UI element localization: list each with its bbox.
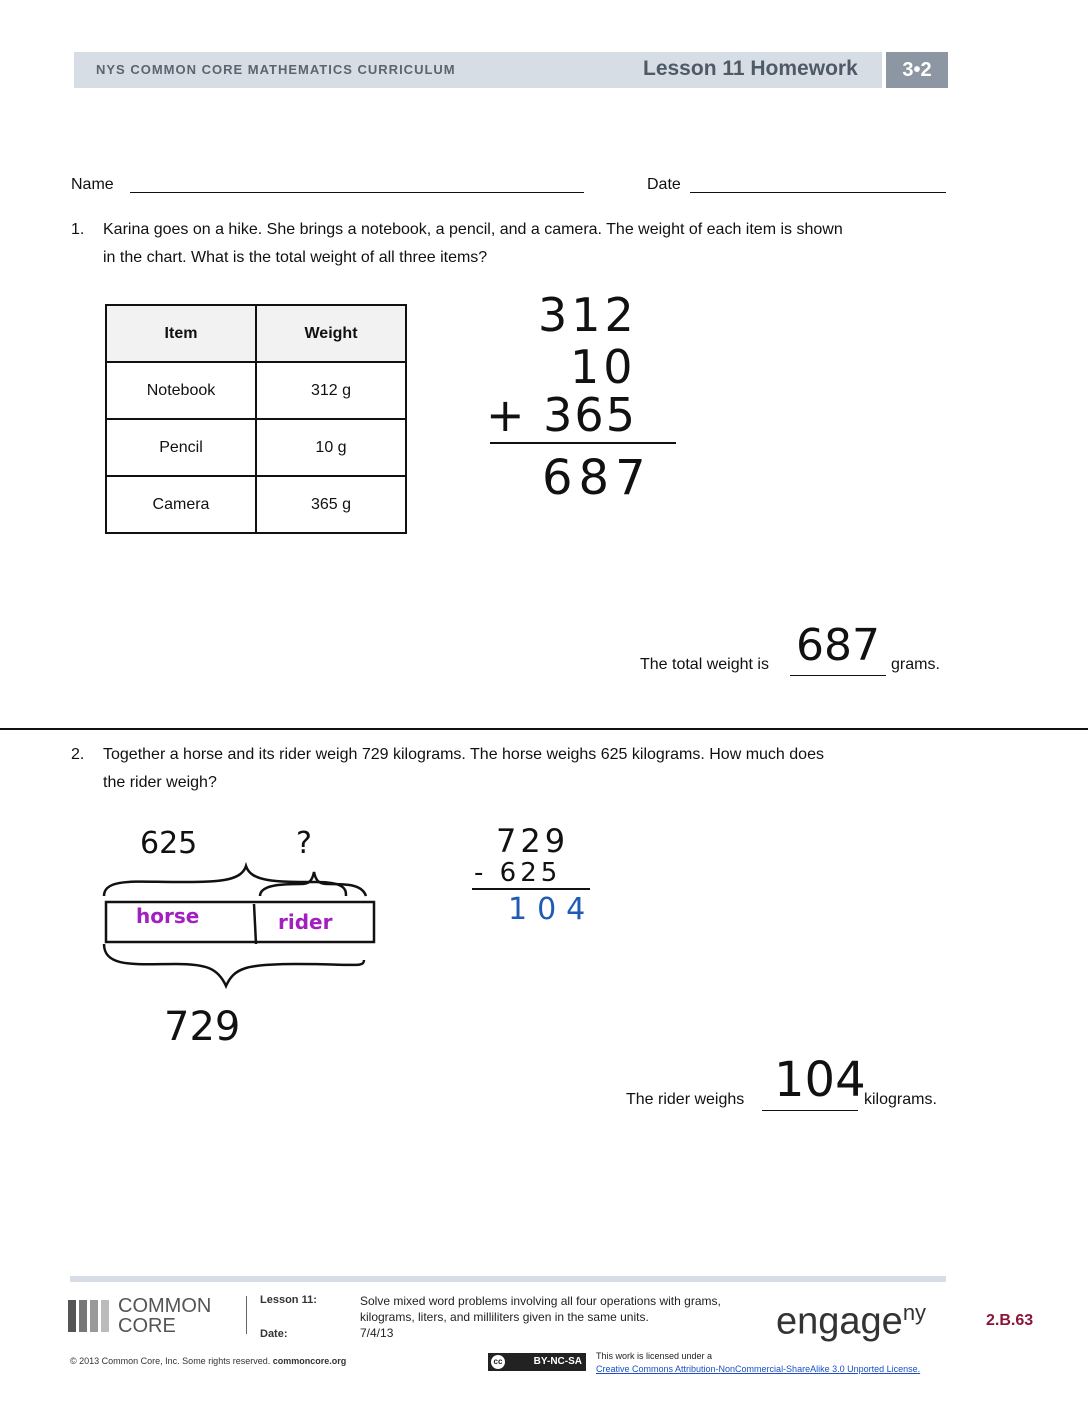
section-divider — [0, 728, 1088, 730]
cc-license-badge[interactable] — [488, 1353, 586, 1371]
footer-description-1: Solve mixed word problems involving all four operations with grams, — [360, 1294, 721, 1308]
work-sum-line — [490, 442, 676, 444]
answer-1-value: 687 — [796, 620, 880, 671]
engage-sup: ny — [902, 1300, 927, 1325]
lesson-title: Lesson 11 Homework — [643, 57, 858, 80]
problem-2-number: 2. — [71, 746, 85, 763]
license-link[interactable]: Creative Commons Attribution-NonCommercial-ShareAlike 3.0 Unported License. — [596, 1364, 921, 1374]
table-row — [106, 476, 406, 533]
work-addend-3: + 365 — [486, 388, 637, 442]
name-label: Name — [71, 176, 114, 193]
answer-2-value: 104 — [774, 1052, 866, 1108]
footer-date: 7/4/13 — [360, 1326, 394, 1340]
footer-bar — [70, 1276, 946, 1282]
tape-top-left-label: 625 — [140, 826, 198, 861]
work-sum: 687 — [542, 450, 652, 506]
logo-line-2: CORE — [118, 1315, 176, 1337]
footer-divider — [246, 1296, 247, 1334]
work-difference: 104 — [508, 892, 596, 927]
license-text: This work is licensed under a — [596, 1351, 713, 1361]
work-minuend: 729 — [496, 822, 570, 860]
bottom-brace — [104, 944, 364, 986]
common-core-logo-text — [118, 1296, 211, 1336]
top-right-brace — [260, 872, 366, 896]
page-number: 2.B.63 — [986, 1312, 1034, 1329]
name-field[interactable] — [130, 178, 584, 193]
problem-2-text-2: the rider weigh? — [103, 774, 217, 791]
common-core-logo-icon — [68, 1298, 112, 1334]
table-header-row — [106, 305, 406, 362]
copyright-text: © 2013 Common Core, Inc. Some rights reserved. — [70, 1356, 271, 1366]
problem-1-text-1: Karina goes on a hike. She brings a notebook, a pencil, and a camera. The weight of each item is shown — [103, 221, 843, 238]
logo-line-1: COMMON — [118, 1295, 212, 1317]
date-label: Date — [647, 176, 681, 193]
tape-diagram — [96, 860, 386, 1010]
table-cell: Camera — [106, 476, 256, 533]
tape-bottom-label: 729 — [164, 1004, 241, 1050]
answer-1-prefix: The total weight is — [640, 656, 769, 673]
table-cell: Pencil — [106, 419, 256, 476]
date-field[interactable] — [690, 178, 946, 193]
copyright-site: commoncore.org — [272, 1356, 347, 1366]
tape-divider — [254, 904, 256, 944]
footer-description-2: kilograms, liters, and milliliters given in the same units. — [360, 1310, 649, 1324]
work-difference-line — [472, 888, 590, 890]
answer-2-suffix: kilograms. — [864, 1091, 937, 1108]
table-cell: Notebook — [106, 362, 256, 419]
curriculum-title: NYS COMMON CORE MATHEMATICS CURRICULUM — [96, 62, 456, 77]
work-addend-2: 10 — [570, 340, 637, 394]
engageny-logo — [776, 1300, 926, 1344]
table-header-weight: Weight — [256, 305, 406, 362]
tape-part-horse: horse — [136, 904, 200, 928]
tape-top-right-label: ? — [296, 826, 312, 861]
module-badge: 3•2 — [886, 52, 948, 88]
table-row — [106, 362, 406, 419]
problem-2-text-1: Together a horse and its rider weigh 729 kilograms. The horse weighs 625 kilograms. How much does — [103, 746, 824, 763]
answer-2-prefix: The rider weighs — [626, 1091, 745, 1108]
table-cell: 365 g — [256, 476, 406, 533]
cc-badge-text: BY-NC-SA — [533, 1356, 582, 1367]
problem-1-text-2: in the chart. What is the total weight of all three items? — [103, 249, 488, 266]
weight-table — [105, 304, 407, 534]
table-cell: 312 g — [256, 362, 406, 419]
work-addend-1: 312 — [538, 288, 638, 342]
copyright — [70, 1356, 346, 1366]
problem-1-number: 1. — [71, 221, 85, 238]
table-row — [106, 419, 406, 476]
footer-lesson-label: Lesson 11: — [260, 1294, 317, 1306]
work-subtrahend: - 625 — [474, 858, 562, 888]
table-header-item: Item — [106, 305, 256, 362]
answer-1-suffix: grams. — [891, 656, 940, 673]
table-cell: 10 g — [256, 419, 406, 476]
engage-text: engage — [776, 1300, 903, 1343]
footer-date-label: Date: — [260, 1328, 288, 1340]
tape-part-rider: rider — [278, 910, 333, 934]
cc-icon: cc — [491, 1355, 505, 1369]
